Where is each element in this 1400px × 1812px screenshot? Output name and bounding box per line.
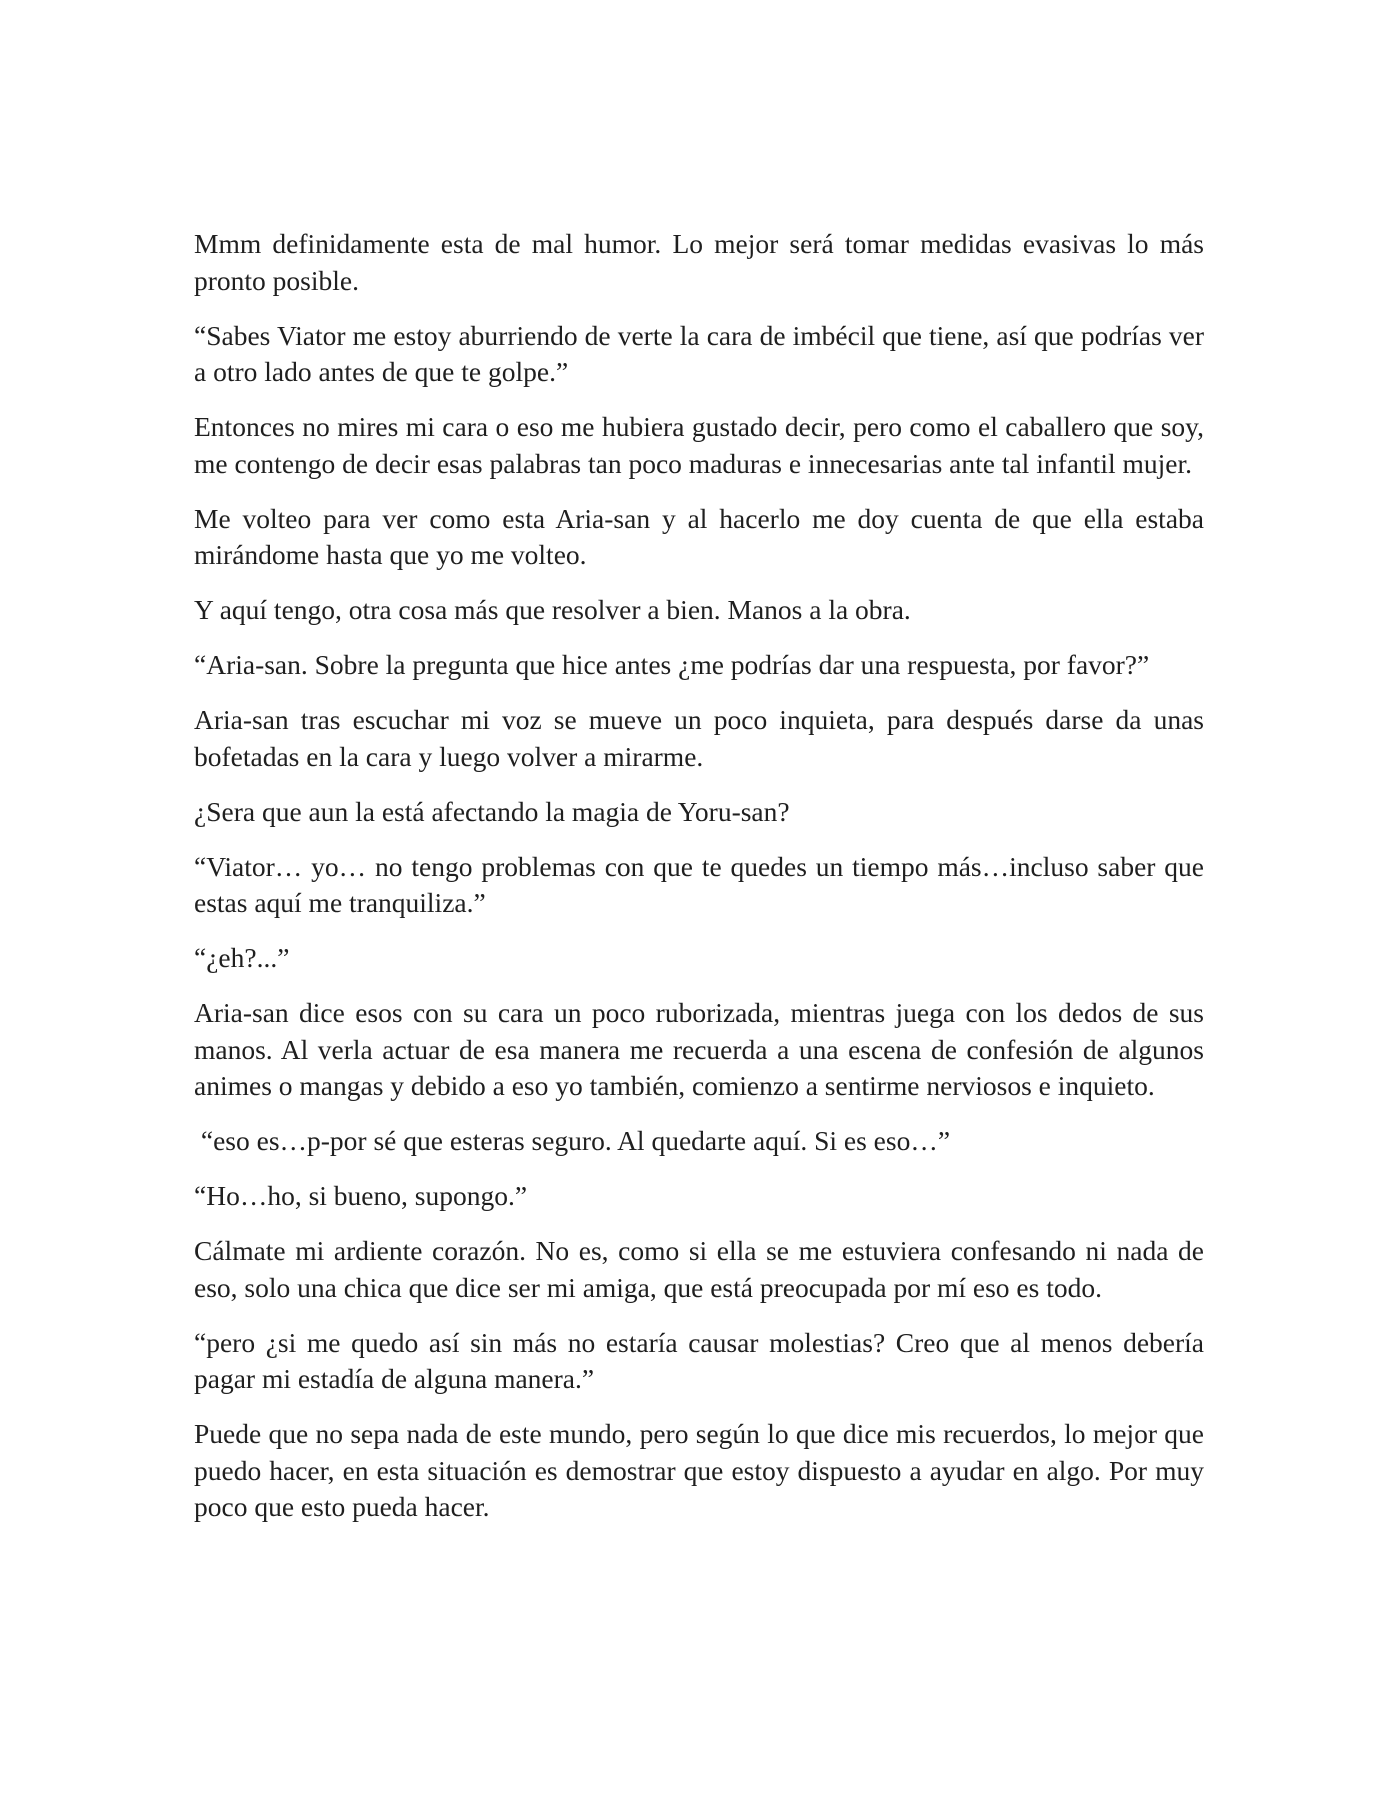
paragraph: “Aria-san. Sobre la pregunta que hice antes ¿me podrías dar una respuesta, por favor?” (194, 649, 1150, 680)
paragraph: “eso es…p-por sé que esteras seguro. Al quedarte aquí. Si es eso…” (194, 1125, 951, 1156)
paragraph: Mmm definidamente esta de mal humor. Lo mejor será tomar medidas evasivas lo más pronto posible. (194, 228, 1204, 296)
paragraph: Aria-san dice esos con su cara un poco ruborizada, mientras juega con los dedos de sus manos. Al verla actuar de esa manera me recuerda a una escena de confesión de algunos animes o mangas y debido a eso yo también, comienzo a sentirme nerviosos e inquieto. (194, 997, 1204, 1101)
paragraph: Entonces no mires mi cara o eso me hubiera gustado decir, pero como el caballero que soy, me contengo de decir esas palabras tan poco maduras e innecesarias ante tal infantil mujer. (194, 411, 1204, 479)
paragraph: Cálmate mi ardiente corazón. No es, como si ella se me estuviera confesando ni nada de eso, solo una chica que dice ser mi amiga, que está preocupada por mí eso es todo. (194, 1235, 1204, 1303)
paragraph: “¿eh?...” (194, 942, 290, 973)
paragraph: “Sabes Viator me estoy aburriendo de verte la cara de imbécil que tiene, así que podrías ver a otro lado antes de que te golpe.” (194, 319, 1204, 387)
paragraph: Me volteo para ver como esta Aria-san y al hacerlo me doy cuenta de que ella estaba mirándome hasta que yo me volteo. (194, 502, 1204, 570)
paragraph: Puede que no sepa nada de este mundo, pero según lo que dice mis recuerdos, lo mejor que puedo hacer, en esta situación es demostrar que estoy dispuesto a ayudar en algo. Por muy poco que esto pueda hacer. (194, 1418, 1204, 1522)
paragraph: “pero ¿si me quedo así sin más no estaría causar molestias? Creo que al menos debería pagar mi estadía de alguna manera.” (194, 1326, 1204, 1394)
document-body (194, 226, 1204, 1544)
paragraph: Aria-san tras escuchar mi voz se mueve un poco inquieta, para después darse da unas bofetadas en la cara y luego volver a mirarme. (194, 704, 1204, 772)
paragraph: “Ho…ho, si bueno, supongo.” (194, 1180, 528, 1211)
paragraph: ¿Sera que aun la está afectando la magia de Yoru-san? (194, 795, 790, 827)
paragraph: “Viator… yo… no tengo problemas con que te quedes un tiempo más…incluso saber que estas aquí me tranquiliza.” (194, 850, 1204, 918)
paragraph: Y aquí tengo, otra cosa más que resolver a bien. Manos a la obra. (194, 594, 911, 625)
